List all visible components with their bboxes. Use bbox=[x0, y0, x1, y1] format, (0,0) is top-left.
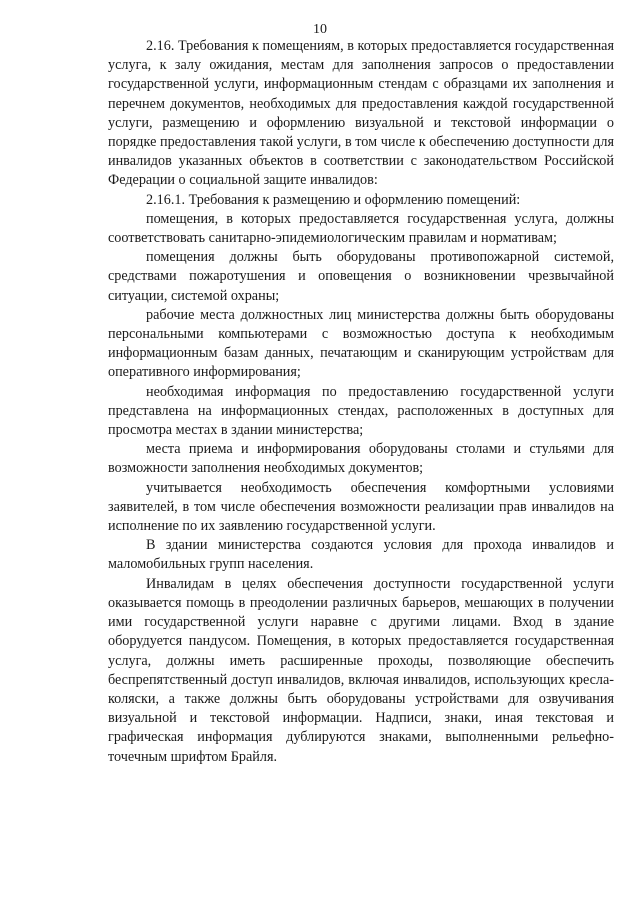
page-number: 10 bbox=[313, 22, 327, 37]
paragraph-subsection-heading: 2.16.1. Требования к размещению и оформлению помещений: bbox=[146, 191, 521, 208]
paragraph-fire-safety: помещения должны быть оборудованы противопожарной системой, средствами пожаротушения и оповещения о возникновении чрезвычайной ситуации, системой охраны; bbox=[108, 249, 614, 304]
paragraph-workplaces: рабочие места должностных лиц министерства должны быть оборудованы персональными компьютерами с возможностью доступа к необходимым информационным базам данных, печатающим и сканирующим устройствам для оперативного информирования; bbox=[108, 306, 614, 381]
paragraph-disabled-assistance: Инвалидам в целях обеспечения доступности государственной услуги оказывается помощь в преодолении различных барьеров, мешающих в получении ими государственной услуги наравне с другими лицами. Вход в здание оборудуется пандусом. Помещения, в которых предоставляется государственная услуга, должны иметь расширенные проходы, позволяющие обеспечить беспрепятственный доступ инвалидов, включая инвалидов, использующих кресла-коляски, а также должны быть оборудованы устройствами для озвучивания визуальной и текстовой информации. Надписи, знаки, иная текстовая и графическая информация дублируются знаками, выполненными рельефно-точечным шрифтом Брайля. bbox=[108, 575, 614, 765]
paragraph-sanitary-rules: помещения, в которых предоставляется государственная услуга, должны соответствовать санитарно-эпидемиологическим правилам и нормативам; bbox=[108, 210, 614, 247]
paragraph-reception-places: места приема и информирования оборудованы столами и стульями для возможности заполнения необходимых документов; bbox=[108, 441, 614, 477]
document-body bbox=[108, 37, 614, 767]
paragraph-building-access: В здании министерства создаются условия для прохода инвалидов и маломобильных групп населения. bbox=[108, 537, 614, 573]
paragraph-info-stands: необходимая информация по предоставлению государственной услуги представлена на информационных стендах, расположенных в доступных для просмотра местах в здании министерства; bbox=[108, 383, 614, 439]
paragraph-requirements-premises: 2.16. Требования к помещениям, в которых предоставляется государственная услуга, к залу ожидания, местам для заполнения запросов о предоставлении государственной услуги, информационным стендам с образцами их заполнения и перечнем документов, необходимых для предоставления каждой государственной услуги, размещению и оформлению визуальной и текстовой информации о порядке предоставления такой услуги, в том числе к обеспечению доступности для инвалидов указанных объектов в соответствии с законодательством Российской Федерации о социальной защите инвалидов: bbox=[108, 38, 614, 189]
paragraph-comfort-conditions: учитывается необходимость обеспечения комфортными условиями заявителей, в том числе обеспечения возможности реализации прав инвалидов на исполнение по их заявлению государственной услуги. bbox=[108, 479, 614, 535]
